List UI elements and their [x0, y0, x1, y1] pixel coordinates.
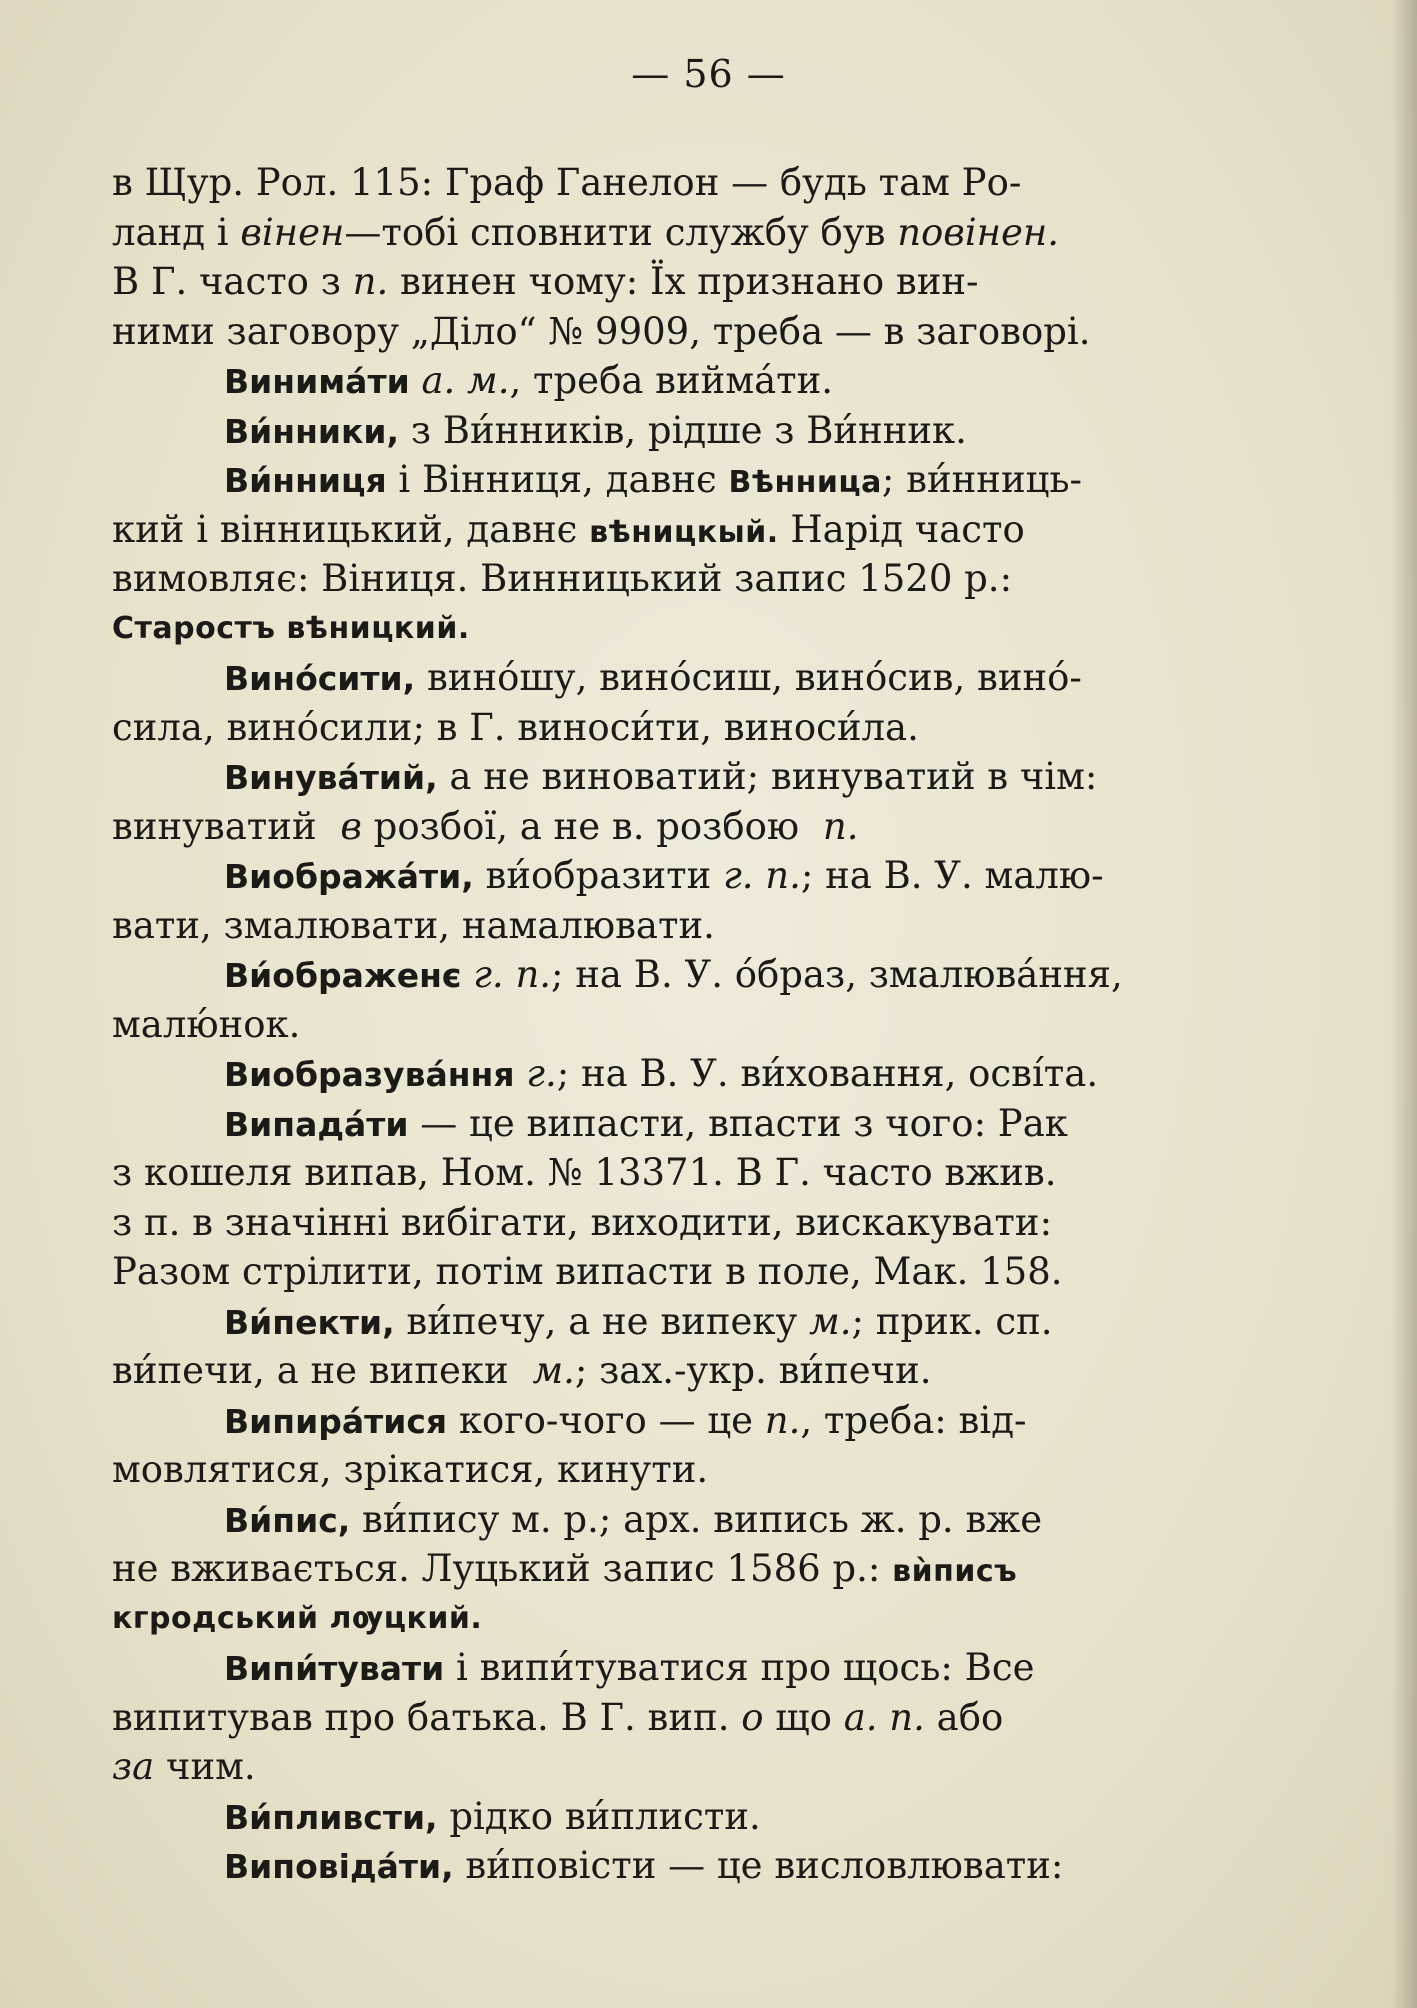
old-script-quote: Старостъ вѣницкий.: [112, 610, 470, 646]
entry-vypovidaty: Виповіда́ти, ви́повісти — це висловлювати:: [224, 1844, 1064, 1887]
text-line: за чим.: [112, 1745, 256, 1788]
text-line: В Г. часто з п. винен чому: Їх признано вин-: [112, 260, 979, 303]
text-line: малю́нок.: [112, 1002, 301, 1046]
headword: Ви́пекти,: [224, 1302, 395, 1342]
headword: Ви́пливсти,: [224, 1797, 438, 1837]
headword: Випира́тися: [224, 1401, 448, 1441]
headword: Винимáти: [224, 362, 410, 401]
headword: Випада́ти: [224, 1104, 409, 1144]
entry-vyobrazhenie: Ви́ображенє г. п.; на В. У. о́браз, змалюва́ння,: [224, 953, 1123, 996]
entry-vypekty: Ви́пекти, ви́печу, а не випеку м.; прик. сп.: [224, 1299, 1053, 1343]
old-script-word: вѣницкый.: [589, 514, 779, 550]
entry-vypadaty: Випада́ти — це випасти, впасти з чого: Рак: [224, 1101, 1068, 1145]
text-line: [112, 1594, 1297, 1644]
text-line: з п. в значінні вибігати, виходити, вискакувати:: [112, 1200, 1053, 1244]
entry-vypytuvaty: Випи́тувати і випи́туватися про щось: Все: [224, 1646, 1035, 1689]
entry-vypys: Ви́пис, ви́пису м. р.; арх. випись ж. р. вже: [224, 1497, 1043, 1541]
headword: Ви́нниця: [224, 461, 387, 500]
text-line: сила, вино́сили; в Г. виноси́ти, виноси́ла.: [112, 705, 919, 749]
text-line: винуватий в розбої, а не в. розбою п.: [112, 804, 859, 848]
text-line: не вживається. Луцький запис 1586 р.: вѝписъ: [112, 1547, 1018, 1590]
text-line: кий і вінницький, давнє вѣницкый. Нарід часто: [112, 507, 1025, 551]
entry-vyobrazuvannia: Виобразува́ння г.; на В. У. ви́ховання, осві́та.: [224, 1052, 1099, 1095]
text-line: ви́печи, а не випеки м.; зах.-укр. ви́печи.: [112, 1349, 932, 1392]
text-line: з кошеля випав, Ном. № 13371. В Г. часто вжив.: [112, 1151, 1057, 1194]
text-line: вати, змалювати, намалювати.: [112, 903, 715, 947]
headword: Виобразува́ння: [224, 1055, 515, 1094]
headword: Вино́сити,: [224, 659, 416, 698]
page-number: — 56 —: [631, 52, 786, 96]
headword: Випи́тувати: [224, 1649, 445, 1688]
headword: Виобража́ти,: [224, 857, 474, 896]
text-line: ними заговору „Діло“ № 9909, треба — в заговорі.: [112, 309, 1091, 353]
old-script-word: Вѣнница: [728, 465, 882, 500]
dictionary-text: [112, 158, 1297, 1891]
text-line: ланд і вінен—тобі сповнити службу був повінен.: [112, 210, 1060, 254]
old-script-quote: кгродський лѹцкий.: [112, 1600, 483, 1636]
text-line: мовлятися, зрікатися, кинути.: [112, 1448, 709, 1491]
headword: Ви́пис,: [224, 1500, 351, 1540]
entry-vynnytsia: Ви́нниця і Вінниця, давнє Вѣнница; ви́нниць-: [224, 458, 1083, 501]
entry-vypyratysia: Випира́тися кого-чого — це п., треба: від-: [224, 1398, 1027, 1442]
text-line: випитував про батька. В Г. вип. о що а. п. або: [112, 1695, 1004, 1739]
entry-vynuvatyi: Винува́тий, а не виноватий; винуватий в чім:: [224, 755, 1098, 798]
entry-vynnyky: Ви́нники, з Ви́нників, рідше з Ви́нник.: [224, 408, 967, 452]
headword: Виповіда́ти,: [224, 1847, 454, 1886]
entry-vynosyty: Вино́сити, вино́шу, вино́сиш, вино́сив, вино́-: [224, 656, 1082, 699]
text-line: вимовляє: Віниця. Винницький запис 1520 р.:: [112, 557, 1013, 600]
headword: Ви́ображенє: [224, 956, 462, 995]
text-line: в Щур. Рол. 115: Граф Ганелон — будь там Ро-: [112, 161, 1022, 204]
text-line: [112, 604, 1297, 654]
entry-vynymaty: Винимáти а. м., треба вийма́ти.: [224, 359, 834, 402]
headword: Винува́тий,: [224, 758, 438, 797]
headword: Ви́нники,: [224, 411, 400, 451]
entry-vyplyvsty: Ви́пливсти, рідко ви́плисти.: [224, 1794, 761, 1838]
text-line: Разом стрілити, потім випасти в поле, Мак. 158.: [112, 1250, 1063, 1293]
entry-vyobrazhaty: Виобража́ти, ви́образити г. п.; на В. У. малю-: [224, 854, 1104, 897]
old-script-word: вѝписъ: [892, 1554, 1018, 1589]
